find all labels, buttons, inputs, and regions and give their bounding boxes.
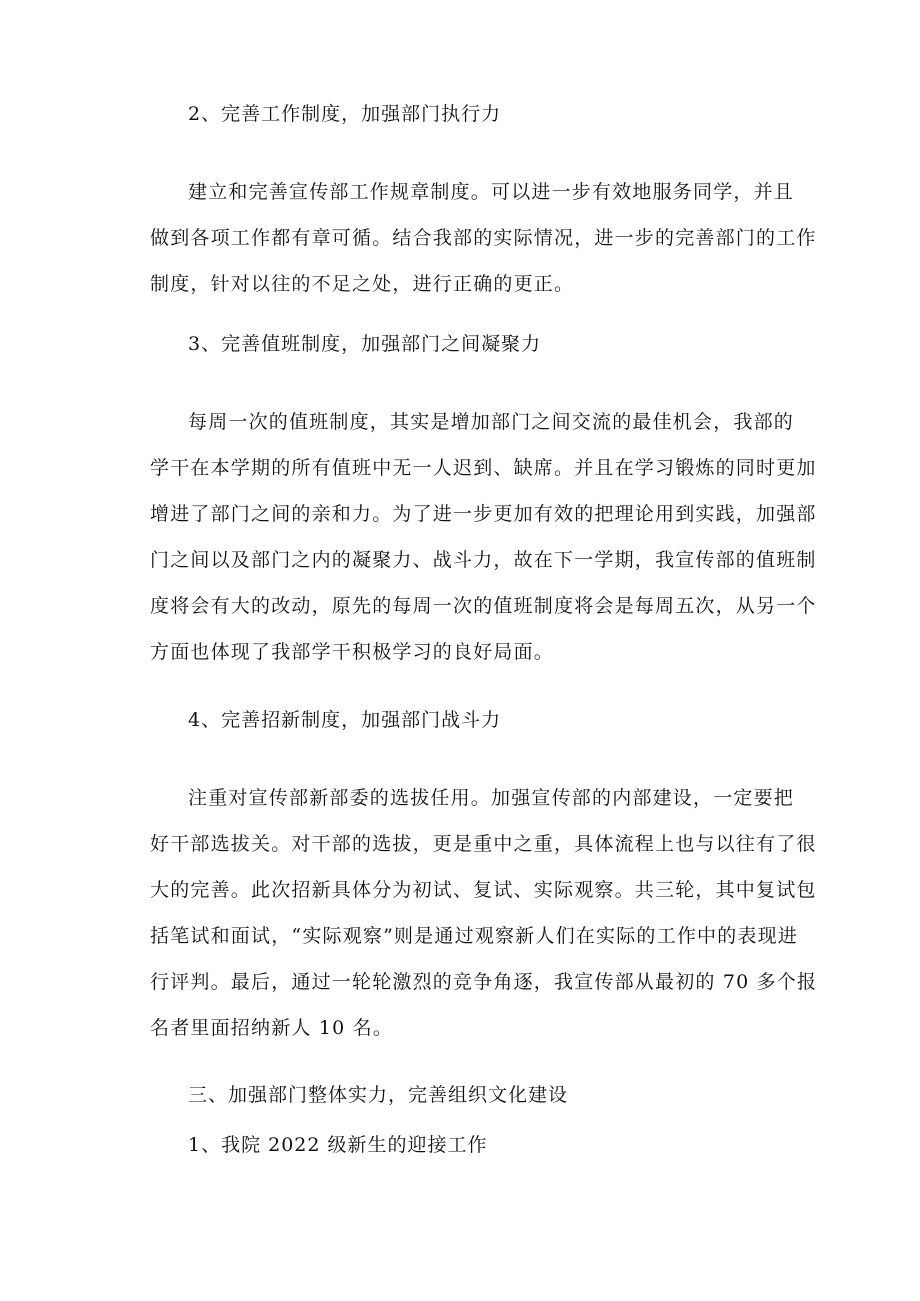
paragraph-line: 制度，针对以往的不足之处，进行正确的更正。 bbox=[150, 273, 575, 295]
paragraph-line: 名者里面招纳新人 10 名。 bbox=[150, 1017, 394, 1039]
paragraph-line: 括笔试和面试，“实际观察”则是通过观察新人们在实际的工作中的表现进 bbox=[150, 925, 799, 947]
section-paragraph-4 bbox=[150, 786, 818, 1062]
chapter-heading-3: 三、加强部门整体实力，完善组织文化建设 bbox=[188, 1084, 569, 1106]
section-heading-2: 2、完善工作制度，加强部门执行力 bbox=[188, 103, 502, 125]
paragraph-line: 大的完善。此次招新具体分为初试、复试、实际观察。共三轮，其中复试包 bbox=[150, 879, 817, 901]
paragraph-line: 每周一次的值班制度，其实是增加部门之间交流的最佳机会，我部的 bbox=[188, 411, 795, 433]
section-paragraph-2 bbox=[150, 180, 817, 318]
paragraph-line: 度将会有大的改动，原先的每周一次的值班制度将会是每周五次，从另一个 bbox=[150, 595, 817, 617]
paragraph-line: 学干在本学期的所有值班中无一人迟到、缺席。并且在学习锻炼的同时更加 bbox=[150, 457, 817, 479]
paragraph-line: 注重对宣传部新部委的选拔任用。加强宣传部的内部建设，一定要把 bbox=[188, 787, 795, 809]
section-heading-3: 3、完善值班制度，加强部门之间凝聚力 bbox=[188, 333, 542, 355]
section-paragraph-3 bbox=[150, 410, 817, 686]
section-heading-4: 4、完善招新制度，加强部门战斗力 bbox=[188, 709, 502, 731]
paragraph-line: 增进了部门之间的亲和力。为了进一步更加有效的把理论用到实践，加强部 bbox=[150, 503, 817, 525]
paragraph-line: 建立和完善宣传部工作规章制度。可以进一步有效地服务同学，并且 bbox=[188, 181, 795, 203]
paragraph-line: 门之间以及部门之内的凝聚力、战斗力，故在下一学期，我宣传部的值班制 bbox=[150, 549, 817, 571]
paragraph-line: 好干部选拔关。对干部的选拔，更是重中之重，具体流程上也与以往有了很 bbox=[150, 833, 817, 855]
paragraph-line: 做到各项工作都有章可循。结合我部的实际情况，进一步的完善部门的工作 bbox=[150, 227, 817, 249]
section-heading-1: 1、我院 2022 级新生的迎接工作 bbox=[188, 1134, 488, 1156]
paragraph-line: 方面也体现了我部学干积极学习的良好局面。 bbox=[150, 641, 555, 663]
paragraph-line: 行评判。最后，通过一轮轮激烈的竞争角逐，我宣传部从最初的 70 多个报 bbox=[150, 971, 818, 993]
